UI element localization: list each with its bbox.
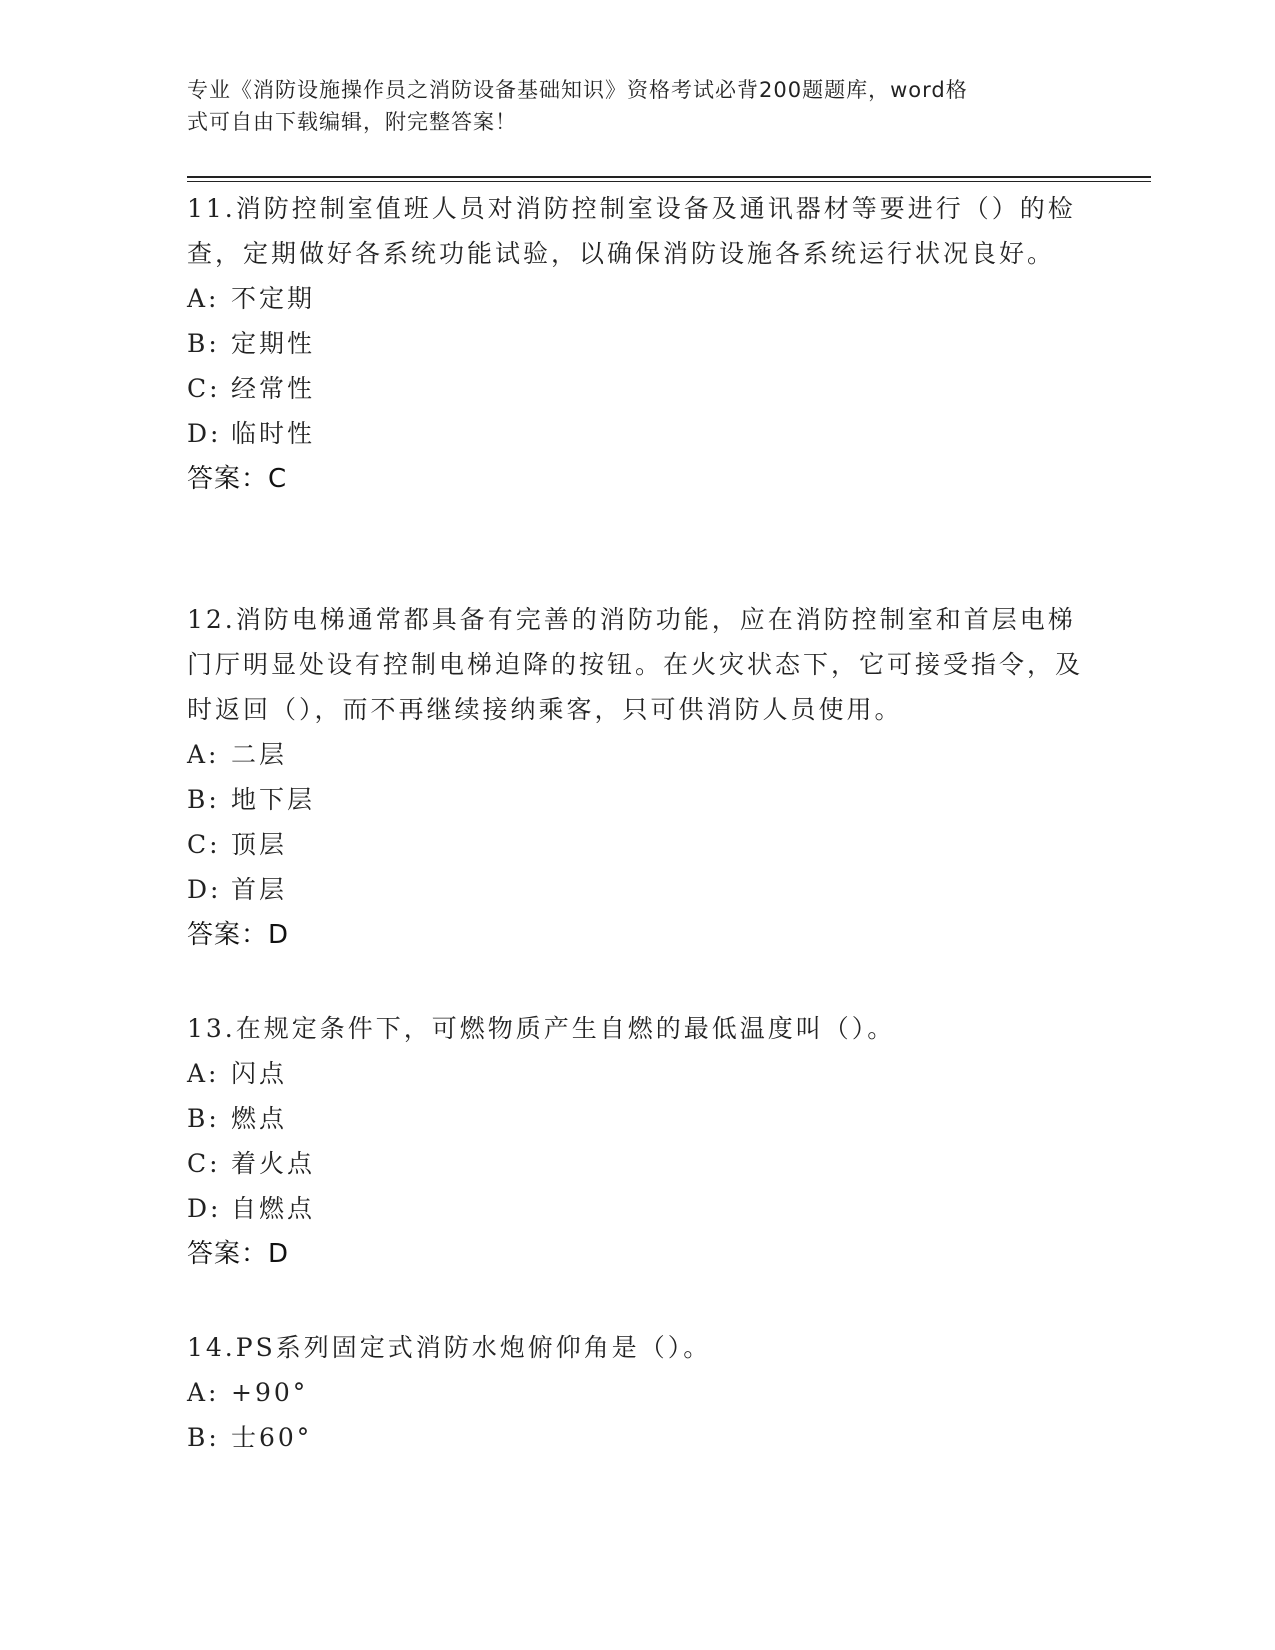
- option-b: [187, 1415, 1087, 1460]
- option-letter: B:: [187, 1104, 220, 1133]
- option-text: 顶层: [231, 830, 288, 859]
- option-d: [187, 411, 1087, 456]
- option-text: 首层: [231, 875, 288, 904]
- option-text: 临时性: [231, 419, 316, 448]
- question-text: 12.消防电梯通常都具备有完善的消防功能，应在消防控制室和首层电梯门厅明显处设有控制电梯迫降的按钮。在火灾状态下，它可接受指令，及时返回（），而不再继续接纳乘客，只可供消防人员使用。: [187, 605, 1084, 724]
- question-text: 11.消防控制室值班人员对消防控制室设备及通讯器材等要进行（）的检查，定期做好各系统功能试验，以确保消防设施各系统运行状况良好。: [187, 194, 1076, 268]
- option-letter: D:: [187, 1194, 222, 1223]
- option-b: [187, 1096, 1087, 1141]
- option-text: +90°: [231, 1378, 309, 1407]
- option-b: [187, 777, 1087, 822]
- option-c: [187, 366, 1087, 411]
- answer-line: 答案：D: [187, 920, 290, 950]
- document-header: [187, 74, 1087, 138]
- question-block: [187, 186, 1087, 502]
- answer-line: 答案：D: [187, 1239, 290, 1269]
- question-block: [187, 1006, 1087, 1277]
- header-rule-thick: [187, 176, 1151, 178]
- question-text: 14.PS系列固定式消防水炮俯仰角是（）。: [187, 1333, 712, 1362]
- option-letter: D:: [187, 875, 222, 904]
- header-line-1: 专业《消防设施操作员之消防设备基础知识》资格考试必背200题题库，word格: [187, 78, 968, 102]
- option-text: 不定期: [231, 284, 316, 313]
- answer-line: 答案：C: [187, 464, 288, 494]
- option-letter: A:: [187, 740, 220, 769]
- option-text: 士60°: [231, 1423, 313, 1452]
- question-text: 13.在规定条件下，可燃物质产生自燃的最低温度叫（）。: [187, 1014, 896, 1043]
- option-text: 自燃点: [231, 1194, 316, 1223]
- option-a: [187, 1051, 1087, 1096]
- option-d: [187, 1186, 1087, 1231]
- option-a: [187, 276, 1087, 321]
- header-line-2: 式可自由下载编辑，附完整答案！: [187, 110, 517, 134]
- option-letter: B:: [187, 785, 220, 814]
- option-letter: A:: [187, 1059, 220, 1088]
- option-letter: C:: [187, 374, 221, 403]
- option-b: [187, 321, 1087, 366]
- option-text: 着火点: [231, 1149, 316, 1178]
- question-block: [187, 597, 1087, 958]
- option-letter: A:: [187, 284, 220, 313]
- option-letter: D:: [187, 419, 222, 448]
- option-a: [187, 732, 1087, 777]
- option-text: 经常性: [231, 374, 316, 403]
- option-d: [187, 867, 1087, 912]
- option-text: 定期性: [231, 329, 316, 358]
- option-letter: B:: [187, 1423, 220, 1452]
- header-rule-thin: [187, 181, 1151, 182]
- option-letter: C:: [187, 830, 221, 859]
- option-c: [187, 822, 1087, 867]
- option-letter: A:: [187, 1378, 220, 1407]
- option-text: 闪点: [231, 1059, 288, 1088]
- option-letter: C:: [187, 1149, 221, 1178]
- option-a: [187, 1370, 1087, 1415]
- question-block: [187, 1325, 1087, 1460]
- option-text: 燃点: [231, 1104, 288, 1133]
- option-text: 二层: [231, 740, 288, 769]
- option-c: [187, 1141, 1087, 1186]
- option-letter: B:: [187, 329, 220, 358]
- option-text: 地下层: [231, 785, 316, 814]
